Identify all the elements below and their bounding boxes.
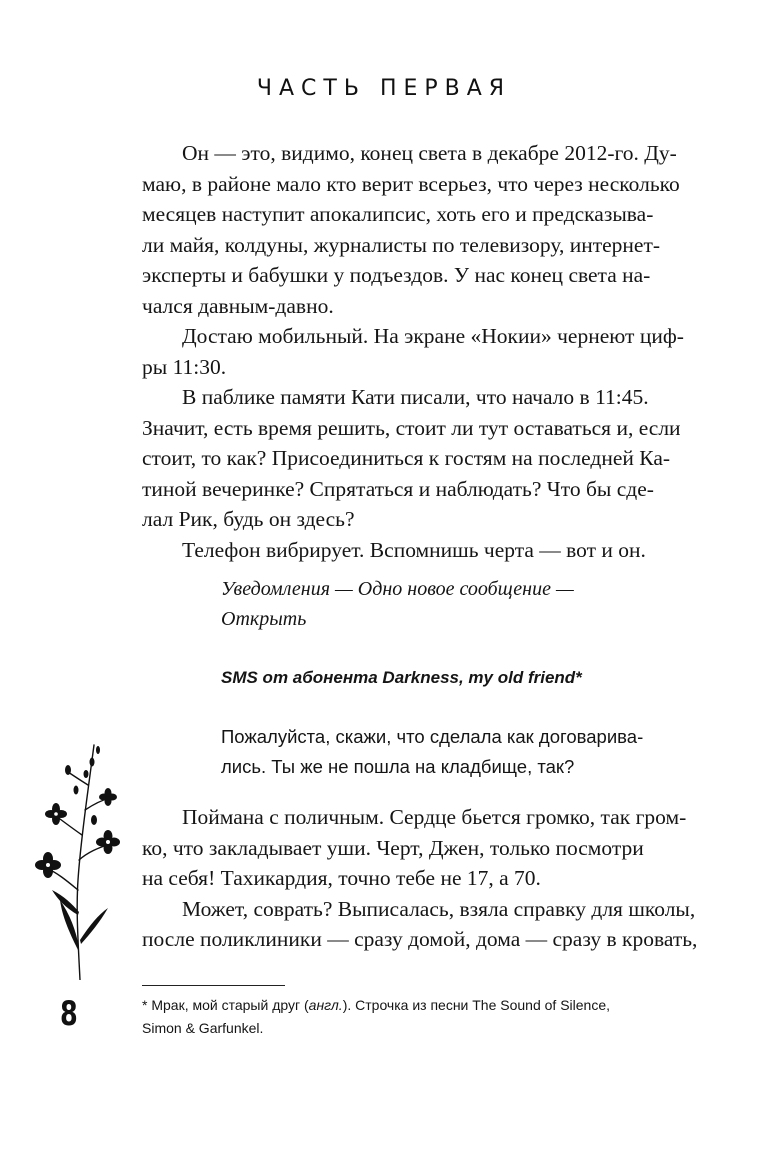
fireweed-flower-icon <box>18 740 128 980</box>
text-line: Достаю мобильный. На экране «Нокии» чернеют циф- <box>182 324 684 348</box>
footnote-line <box>142 994 672 1017</box>
footnote-line: Simon & Garfunkel. <box>142 1020 264 1036</box>
text-line: ко, что закладывает уши. Черт, Джен, только посмотри <box>142 835 644 860</box>
footnote <box>142 994 672 1040</box>
text-line: после поликлиники — сразу домой, дома — сразу в кровать, <box>142 927 698 951</box>
main-text-bottom <box>142 802 698 955</box>
text-line: чался давным-давно. <box>142 293 334 318</box>
footnote-text: * Мрак, мой старый друг ( <box>142 997 309 1013</box>
sms-message <box>221 722 671 782</box>
sms-text-line: лись. Ты же не пошла на кладбище, так? <box>221 756 575 777</box>
sms-text-line: Пожалуйста, скажи, что сделала как договарива- <box>221 726 644 747</box>
text-line: месяцев наступит апокалипсис, хоть его и предсказыва- <box>142 202 654 226</box>
text-line: тиной вечеринке? Спрятаться и наблюдать? Что бы сде- <box>142 476 654 501</box>
text-line: лал Рик, будь он здесь? <box>142 507 355 531</box>
text-line: В паблике памяти Кати писали, что начало в 11:45. <box>182 385 649 409</box>
page-number: 8 <box>60 994 78 1034</box>
text-line: эксперты и бабушки у подъездов. У нас конец света на- <box>142 263 651 287</box>
text-line: маю, в районе мало кто верит всерьез, что через несколько <box>142 171 680 196</box>
text-line: Значит, есть время решить, стоит ли тут оставаться и, если <box>142 415 681 440</box>
text-line: стоит, то как? Присоединиться к гостям на последней Ка- <box>142 446 671 470</box>
footnote-divider <box>142 985 285 986</box>
notification-line: Уведомления — Одно новое сообщение — <box>221 578 574 600</box>
main-text-top <box>142 138 684 565</box>
text-line: Поймана с поличным. Сердце бьется громко, так гром- <box>182 805 687 829</box>
text-line: Может, соврать? Выписалась, взяла справку для школы, <box>182 896 696 921</box>
footnote-lang-note: англ. <box>308 997 343 1013</box>
text-line: ры 11:30. <box>142 354 227 379</box>
sms-sender-line: SMS от абонента Darkness, my old friend* <box>221 668 582 687</box>
text-line: Телефон вибрирует. Вспомнишь черта — вот и он. <box>182 537 646 562</box>
text-line: Он — это, видимо, конец света в декабре 2012-го. Ду- <box>182 141 677 165</box>
sms-header <box>221 663 671 693</box>
chapter-title: ЧАСТЬ ПЕРВАЯ <box>256 76 512 101</box>
text-line: ли майя, колдуны, журналисты по телевизору, интернет- <box>142 232 661 257</box>
phone-notification <box>221 574 671 634</box>
notification-line: Открыть <box>221 608 307 630</box>
text-line: на себя! Тахикардия, точно тебе не 17, а 70. <box>142 866 541 890</box>
footnote-text: ). Строчка из песни The Sound of Silence, <box>342 997 611 1013</box>
